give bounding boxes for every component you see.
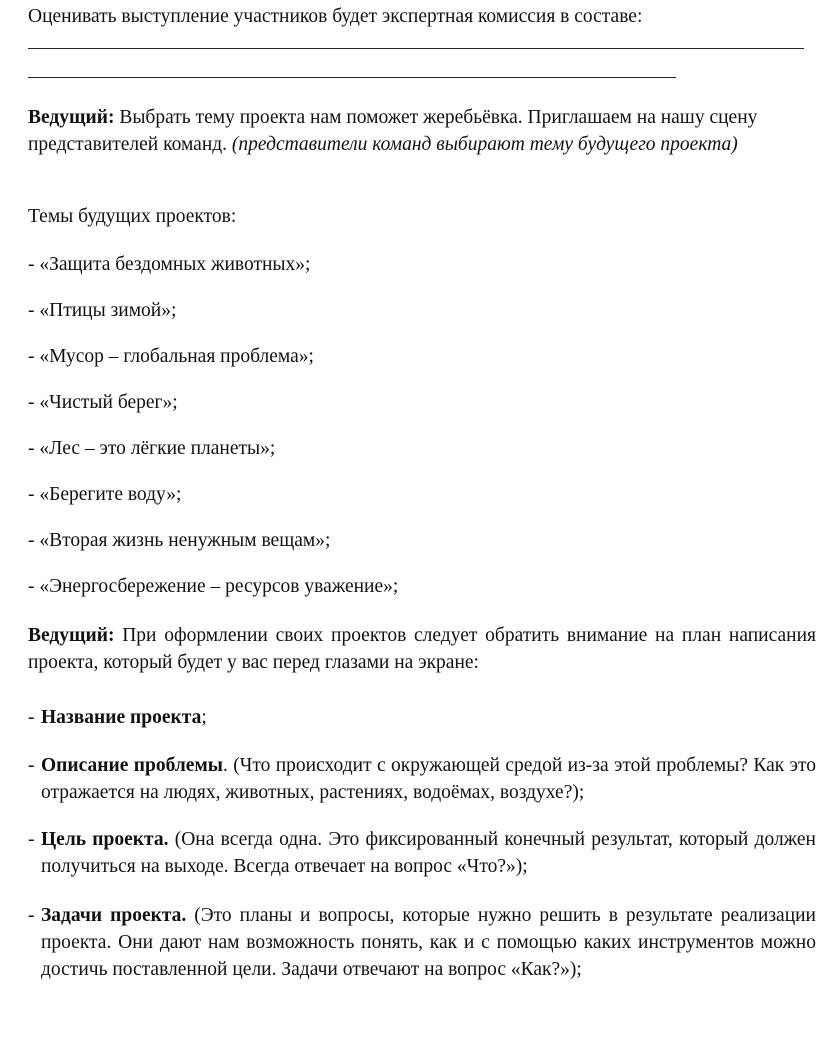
stage-direction: (представители команд выбирают тему будущего проекта) [231,134,738,155]
plan-item-text: (Это планы и вопросы, которые нужно решить в результате реализации проекта. Они дают нам возможность понять, как и с помощью каких инструментов можно достичь поставленной цели. Задачи отвечают на вопрос «Как?»); [41,905,816,980]
topic-item: - «Мусор – глобальная проблема»; [28,346,314,367]
host-speech-2 [28,622,816,676]
plan-dash: - [28,905,35,926]
plan-item-heading: Описание проблемы [41,755,223,776]
topic-item: - «Берегите воду»; [28,484,182,505]
plan-item-heading: Название проекта [41,707,202,728]
plan-dash: - [28,829,35,850]
plan-item-text: ; [201,707,207,728]
topic-item: - «Защита бездомных животных»; [28,254,311,275]
speaker-label: Ведущий: [28,107,115,128]
topic-item: - «Лес – это лёгкие планеты»; [28,438,276,459]
plan-item-title [28,704,816,731]
blank-line-2 [28,77,676,78]
plan-dash: - [28,755,35,776]
topic-item: - «Вторая жизнь ненужным вещам»; [28,530,331,551]
topic-item: - «Энергосбережение – ресурсов уважение»; [28,576,399,597]
plan-item-goal [28,826,816,880]
blank-line-1 [28,48,804,49]
plan-item-tasks [28,902,816,983]
plan-item-problem [28,752,816,806]
topic-item: - «Птицы зимой»; [28,300,177,321]
plan-item-heading: Цель проекта. [41,829,169,850]
plan-item-text: (Она всегда одна. Это фиксированный конечный результат, который должен получиться на выходе. Всегда отвечает на вопрос «Что?»); [41,829,816,877]
plan-dash: - [28,707,35,728]
plan-item-heading: Задачи проекта. [41,905,187,926]
host-speech-1-text: Выбрать тему проекта нам поможет жеребьёвка. Приглашаем на нашу сцену представителей команд. [28,107,758,155]
topic-item: - «Чистый берег»; [28,392,178,413]
host-speech-2-text: При оформлении своих проектов следует обратить внимание на план написания проекта, который будет у вас перед глазами на экране: [28,625,816,673]
speaker-label: Ведущий: [28,625,115,646]
topics-heading: Темы будущих проектов: [28,206,237,227]
host-speech-1 [28,104,798,158]
commission-intro: Оценивать выступление участников будет экспертная комиссия в составе: [28,6,643,27]
plan-item-text: . (Что происходит с окружающей средой из-за этой проблемы? Как это отражается на людях, животных, растениях, водоёмах, воздухе?); [41,755,816,803]
